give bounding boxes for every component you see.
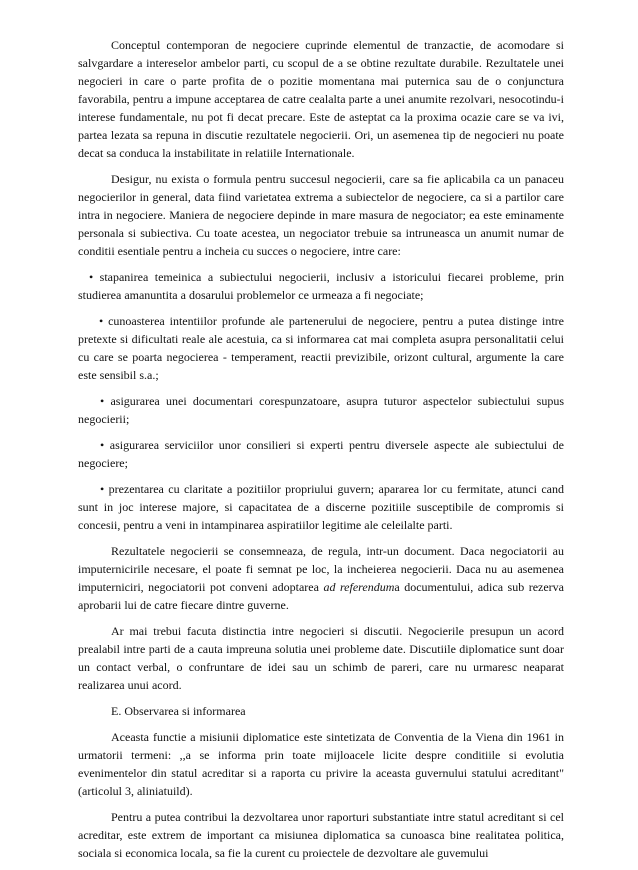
paragraph-negotiation-results — [78, 542, 564, 614]
bullet-government-positions: • prezentarea cu claritate a pozitiilor propriului guvern; apararea lor cu fermitate, atunci cand sunt in joc interese majore, si capacitatea de a discerne pozitiile susceptibile de compromis si concesii, pentru a veni in intampinarea aspiratiilor legitime ale celeilalte parti. — [78, 482, 564, 532]
results-text-after: a documentului, adica sub rezerva aprobarii lui de catre fiecare dintre guverne. — [78, 580, 565, 612]
paragraph-vienna-convention: Aceasta functie a misiunii diplomatice este sintetizata de Conventia de la Viena din 1961 in urmatorii termeni: ,,a se informa prin toate mijloacele licite despre conditiile si evolutia evenimentelor din statul acreditar si a raporta cu privire la aceasta guvernului statului acreditant" (articolul 3, aliniatuild). — [78, 730, 564, 798]
section-heading-observation: E. Observarea si informarea — [111, 704, 246, 718]
bullet-partner-intentions: • cunoasterea intentiilor profunde ale partenerului de negociere, pentru a putea distinge intre pretexte si dificultati reale ale acestuia, ca si informarea cat mai completa asupra personalitatii celui cu care se poarta negocierea - temperament, reactii previzibile, orizont cultural, argumente la care este sensibil s.a.; — [78, 314, 564, 382]
bullet-subject-mastery: • stapanirea temeinica a subiectului negocierii, inclusiv a istoricului fiecarei probleme, prin studierea amanuntita a dosarului problemelor ce urmeaza a fi negociate; — [78, 270, 564, 302]
bullet-documentation: • asigurarea unei documentari corespunzatoare, asupra tuturor aspectelor subiectului supus negocierii; — [78, 394, 564, 426]
results-text-before: Rezultatele negocierii se consemneaza, de regula, intr-un document. Daca negociatorii au imputernicirile necesare, el poate fi semnat pe loc, la incheierea negocierii. Daca nu au asemenea imputerniciri, negociatorii pot conveni adoptarea — [78, 544, 564, 594]
paragraph-negotiations-vs-discussions: Ar mai trebui facuta distinctia intre negocieri si discutii. Negocierile presupun un acord prealabil intre parti de a cauta impreuna solutia unei probleme date. Discutiile diplomatice sunt doar un contact verbal, o confruntare de idei sau un schimb de pareri, care nu urmaresc neaparat realizarea unui acord. — [78, 624, 564, 692]
paragraph-negotiator-conditions: Desigur, nu exista o formula pentru succesul negocierii, care sa fie aplicabila ca un panaceu negocierilor in general, data fiind varietatea extrema a subiectelor de negociere, ca si a partilor care intra in negociere. Maniera de negociere depinde in mare masura de negociator; ea este eminamente personala si subiectiva. Cu toate acestea, un negociator trebuie sa intruneasca un anumit numar de conditii esentiale pentru a incheia cu succes o negociere, intre care: — [78, 172, 564, 258]
paragraph-diplomatic-mission: Pentru a putea contribui la dezvoltarea unor raporturi substantiate intre statul acreditant si cel acreditar, este extrem de important ca misiunea diplomatica sa cunoasca bine realitatea politica, sociala si economica locala, sa fie la curent cu proiectele de dezvoltare ale guvemului — [78, 810, 564, 860]
bullet-consultants: • asigurarea serviciilor unor consilieri si experti pentru diversele aspecte ale subiectului de negociere; — [78, 438, 564, 470]
paragraph-negotiation-concept: Conceptul contemporan de negociere cuprinde elementul de tranzactie, de acomodare si salvgardare a intereselor ambelor parti, cu scopul de a se obtine rezultate durabile. Rezultatele unei negocieri in care o parte profita de o pozitie momentana mai puternica sau de o conjunctura favorabila, pentru a impune acceptarea de catre cealalta parte a unei anumite rezolvari, nesocotindu-i interese fundamentale, nu pot fi decat precare. Este de asteptat ca la proxima ocazie care se va ivi, partea lezata sa repuna in discutie rezultatele negocierii. Ori, un asemenea tip de negocieri nu poate decat sa conduca la instabilitate in relatiile Internationale. — [78, 38, 564, 160]
ad-referendum-phrase: ad referendum — [323, 580, 395, 594]
document-body — [78, 36, 564, 870]
